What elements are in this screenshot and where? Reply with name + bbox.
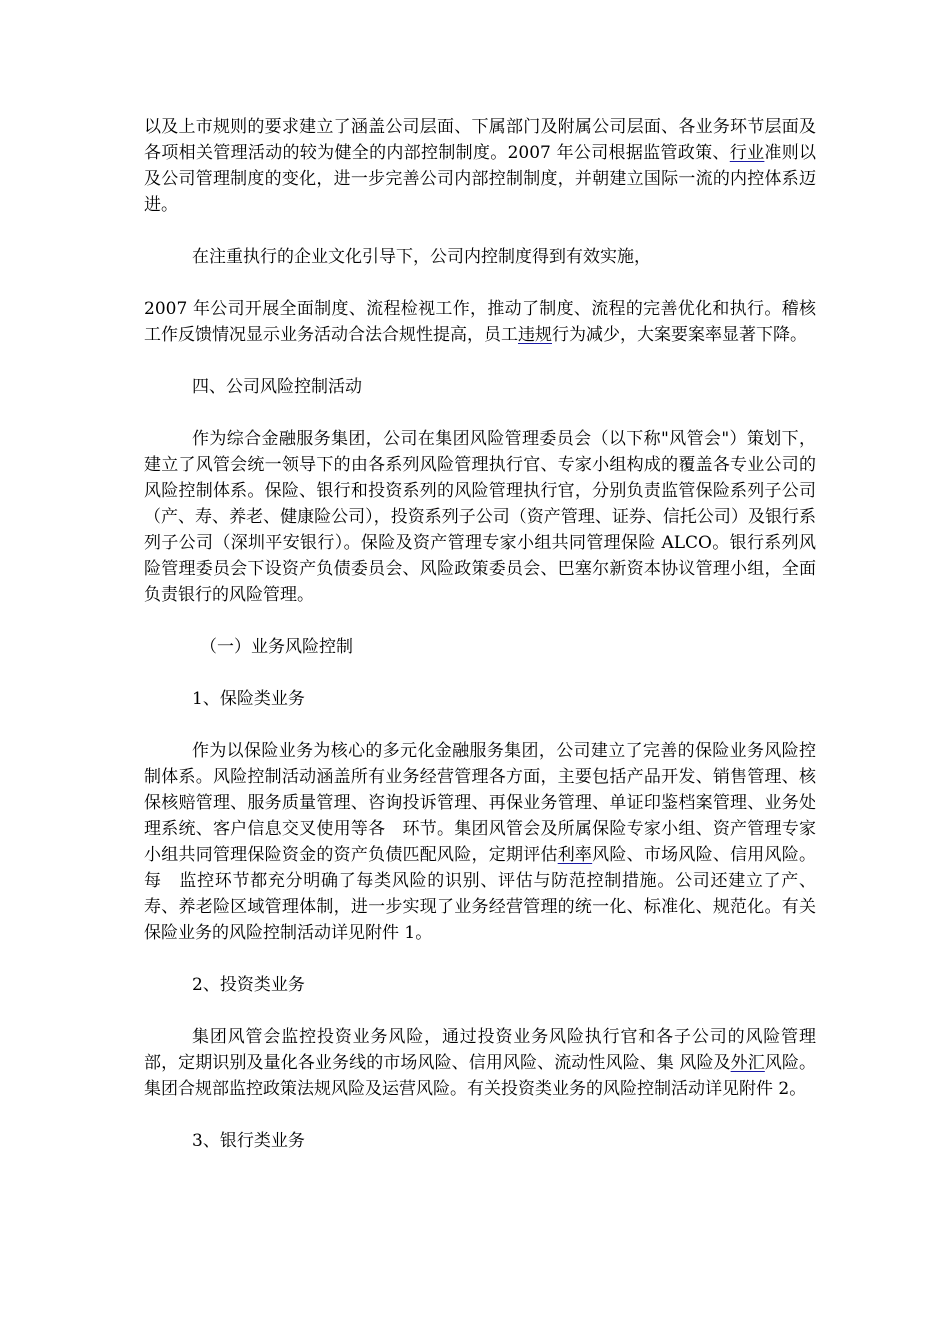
section-heading-risk-control: 四、公司风险控制活动 [192, 377, 362, 397]
item-heading-banking: 3、银行类业务 [192, 1131, 305, 1151]
paragraph-text: 作为以保险业务为核心的多元化金融服务集团，公司建立了完善的保险业务风险控制体系。风险控制活动涵盖所有业务经营管理各方面，主要包括产品开发、销售管理、核保核赔管理、服务质量管理、咨询投诉管理、再保业务管理、单证印鉴档案管理、业务处理系统、客户信息交叉使用等各 环节。集团风管会及所属保险专家小组、资产管理专家小组共同管理保险资金的资产负债匹配风险，定期评估 [144, 741, 816, 865]
paragraph-text: 以及上市规则的要求建立了涵盖公司层面、下属部门及附属公司层面、各业务环节层面及各项相关管理活动的较为健全的内部控制制度。2007 年公司根据监管政策、 [144, 117, 816, 163]
paragraph-internal-control-system [144, 114, 816, 218]
subsection-heading-business-risk: （一）业务风险控制 [200, 637, 353, 657]
document-page [144, 114, 816, 1180]
paragraph-investment-risk [144, 1024, 816, 1102]
paragraph-text: 2007 年公司开展全面制度、流程检视工作，推动了制度、流程的完善优化和执行。稽核工作反馈情况显示业务活动合法合规性提高，员工 [144, 299, 816, 345]
item-heading-investment: 2、投资类业务 [192, 975, 305, 995]
paragraph-risk-committee: 作为综合金融服务集团，公司在集团风险管理委员会（以下称"风管会"）策划下，建立了风管会统一领导下的由各系列风险管理执行官、专家小组构成的覆盖各专业公司的风险控制体系。保险、银行和投资系列的风险管理执行官，分别负责监管保险系列子公司（产、寿、养老、健康险公司），投资系列子公司（资产管理、证券、信托公司）及银行系列子公司（深圳平安银行）。保险及资产管理专家小组共同管理保险 ALCO。银行系列风险管理委员会下设资产负债委员会、风险政策委员会、巴塞尔新资本协议管理小组，全面负责银行的风险管理。 [144, 429, 816, 605]
link-foreign-exchange[interactable]: 外汇 [730, 1053, 765, 1073]
link-industry[interactable]: 行业 [729, 143, 765, 163]
link-violation[interactable]: 违规 [518, 325, 552, 345]
link-interest-rate[interactable]: 利率 [557, 845, 593, 865]
paragraph-process-review [144, 296, 816, 348]
paragraph-text: 风险。集团合规部监控政策法规风险及运营风险。有关投资类业务的风险控制活动详见附件 2。 [144, 1053, 817, 1099]
paragraph-insurance-risk [144, 738, 816, 946]
paragraph-text: 风险、市场风险、信用风险。每 监控环节都充分明确了每类风险的识别、评估与防范控制措施。公司还建立了产、寿、养老险区域管理体制，进一步实现了业务经营管理的统一化、标准化、规范化。有关保险业务的风险控制活动详见附件 1。 [144, 845, 817, 943]
paragraph-text: 准则以及公司管理制度的变化，进一步完善公司内部控制制度，并朝建立国际一流的内控体系迈进。 [144, 143, 817, 215]
paragraph-execution-culture: 在注重执行的企业文化引导下，公司内控制度得到有效实施， [192, 247, 651, 267]
paragraph-text: 行为减少，大案要案率显著下降。 [552, 325, 807, 345]
item-heading-insurance: 1、保险类业务 [192, 689, 305, 709]
paragraph-text: 集团风管会监控投资业务风险，通过投资业务风险执行官和各子公司的风险管理部，定期识别及量化各业务线的市场风险、信用风险、流动性风险、集 风险及 [144, 1027, 816, 1073]
